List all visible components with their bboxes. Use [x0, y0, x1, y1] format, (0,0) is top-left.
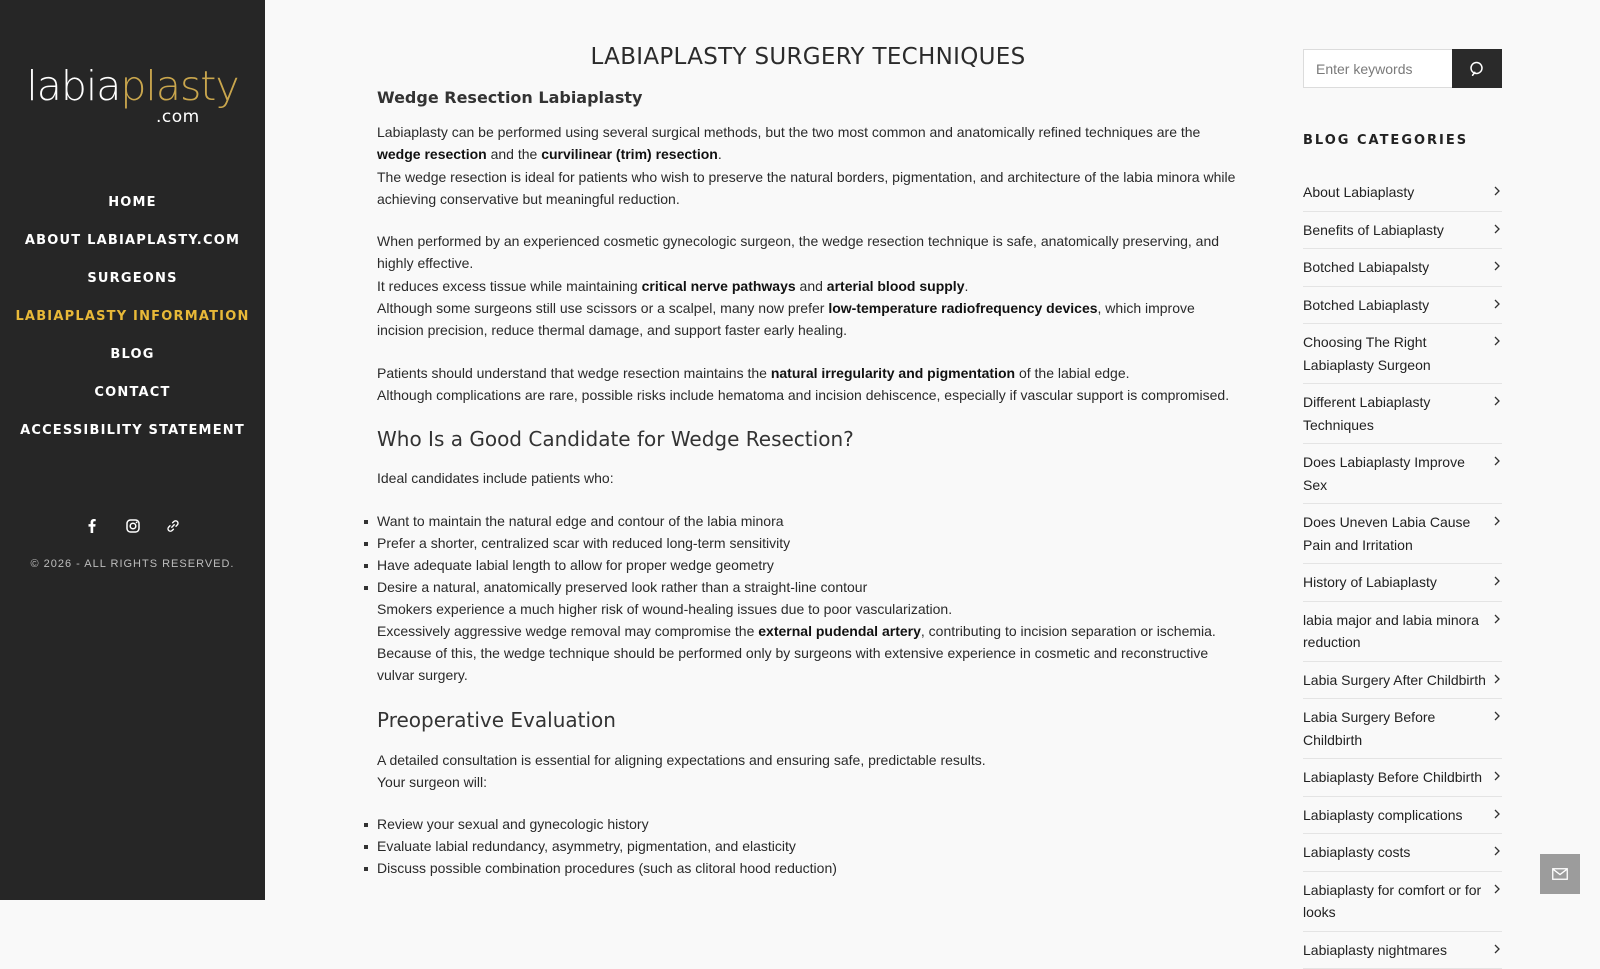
category-label: Labiaplasty complications — [1303, 807, 1463, 823]
blog-categories-list — [1303, 174, 1502, 969]
chevron-right-icon — [1494, 944, 1500, 954]
paragraph-wedge-ideal: The wedge resection is ideal for patients who wish to preserve the natural borders, pigmentation, and architecture of the labia minora while achieving conservative but meaningful reduction. — [377, 166, 1239, 211]
nav-link-contact[interactable]: CONTACT — [94, 385, 170, 401]
instagram-icon[interactable] — [115, 515, 151, 537]
paragraph-aggressive — [377, 620, 1239, 642]
category-label: Does Uneven Labia Cause Pain and Irritation — [1303, 514, 1470, 553]
paragraph-consultation: A detailed consultation is essential for aligning expectations and ensuring safe, predictable results. — [377, 749, 1239, 771]
envelope-icon — [1552, 868, 1568, 880]
chevron-right-icon — [1494, 674, 1500, 684]
chevron-right-icon — [1494, 299, 1500, 309]
text-span: Excessively aggressive wedge removal may compromise the — [377, 623, 758, 639]
text-span: and the — [487, 146, 542, 162]
bold-curvilinear-resection: curvilinear (trim) resection — [541, 146, 718, 162]
category-item[interactable] — [1303, 444, 1502, 504]
paragraph-experience: Because of this, the wedge technique should be performed only by surgeons with extensive experience in cosmetic and reconstructive vulvar surgery. — [377, 642, 1239, 687]
nav-item-blog — [0, 345, 265, 383]
category-item[interactable] — [1303, 834, 1502, 872]
category-label: Botched Labiapalsty — [1303, 259, 1429, 275]
chevron-right-icon — [1494, 516, 1500, 526]
paragraph-smokers: Smokers experience a much higher risk of wound-healing issues due to poor vascularization. — [377, 598, 1239, 620]
chevron-right-icon — [1494, 224, 1500, 234]
chevron-right-icon — [1494, 884, 1500, 894]
heading-good-candidate: Who Is a Good Candidate for Wedge Resection? — [377, 427, 1239, 451]
bold-pudendal-artery: external pudendal artery — [758, 623, 921, 639]
nav-link-blog[interactable]: BLOG — [110, 347, 154, 363]
heading-preoperative: Preoperative Evaluation — [377, 708, 1239, 732]
article-subtitle: Wedge Resection Labiaplasty — [377, 88, 1239, 107]
text-span: Labiaplasty can be performed using several surgical methods, but the two most common and anatomically refined techniques are the — [377, 124, 1200, 140]
bold-rf-devices: low-temperature radiofrequency devices — [828, 300, 1097, 316]
text-span: and — [796, 278, 827, 294]
category-item[interactable] — [1303, 287, 1502, 325]
text-span: It reduces excess tissue while maintaining — [377, 278, 642, 294]
paragraph-surgeon-will: Your surgeon will: — [377, 771, 1239, 793]
search-icon — [1469, 61, 1485, 77]
category-item[interactable] — [1303, 932, 1502, 969]
chevron-right-icon — [1494, 336, 1500, 346]
nav-item-accessibility — [0, 421, 265, 459]
chevron-right-icon — [1494, 771, 1500, 781]
text-span: of the labial edge. — [1015, 365, 1129, 381]
logo-part-1: labia — [26, 62, 120, 110]
text-span: , contributing to incision separation or ischemia. — [921, 623, 1216, 639]
text-span: , which improve incision precision, reduce thermal damage, and support faster early healing. — [377, 300, 1195, 338]
nav-link-information[interactable]: LABIAPLASTY INFORMATION — [15, 309, 249, 325]
paragraph-devices — [377, 297, 1239, 342]
category-item[interactable] — [1303, 504, 1502, 564]
list-item: Prefer a shorter, centralized scar with reduced long-term sensitivity — [377, 532, 1239, 554]
bold-nerve-pathways: critical nerve pathways — [642, 278, 796, 294]
search-input[interactable] — [1303, 49, 1452, 88]
category-item[interactable] — [1303, 759, 1502, 797]
copyright-text: © 2026 - ALL RIGHTS RESERVED. — [0, 558, 265, 570]
right-sidebar — [1303, 49, 1502, 969]
chevron-right-icon — [1494, 186, 1500, 196]
nav-item-contact — [0, 383, 265, 421]
list-item: Want to maintain the natural edge and contour of the labia minora — [377, 510, 1239, 532]
logo-suffix: .com — [156, 107, 200, 127]
category-item[interactable] — [1303, 602, 1502, 662]
category-item[interactable] — [1303, 324, 1502, 384]
text-span: Patients should understand that wedge resection maintains the — [377, 365, 771, 381]
candidate-list — [377, 510, 1239, 598]
chevron-right-icon — [1494, 614, 1500, 624]
bold-wedge-resection: wedge resection — [377, 146, 487, 162]
chevron-right-icon — [1494, 576, 1500, 586]
text-span: . — [965, 278, 969, 294]
category-label: Botched Labiaplasty — [1303, 297, 1429, 313]
evaluation-list — [377, 813, 1239, 879]
category-label: Benefits of Labiaplasty — [1303, 222, 1444, 238]
list-item: Review your sexual and gynecologic history — [377, 813, 1239, 835]
category-label: Labiaplasty costs — [1303, 844, 1410, 860]
chevron-right-icon — [1494, 809, 1500, 819]
category-label: About Labiaplasty — [1303, 184, 1414, 200]
list-item: Have adequate labial length to allow for proper wedge geometry — [377, 554, 1239, 576]
category-label: Does Labiaplasty Improve Sex — [1303, 454, 1465, 493]
nav-item-about — [0, 231, 265, 269]
category-label: Labiaplasty for comfort or for looks — [1303, 882, 1481, 921]
category-item[interactable] — [1303, 212, 1502, 250]
category-label: Labia Surgery Before Childbirth — [1303, 709, 1435, 748]
category-label: Labiaplasty nightmares — [1303, 942, 1447, 958]
contact-mail-button[interactable] — [1540, 854, 1580, 894]
category-label: Labiaplasty Before Childbirth — [1303, 769, 1482, 785]
category-item[interactable] — [1303, 564, 1502, 602]
paragraph-complications: Although complications are rare, possible risks include hematoma and incision dehiscence, especially if vascular support is compromised. — [377, 384, 1239, 406]
bold-natural-irregularity: natural irregularity and pigmentation — [771, 365, 1015, 381]
nav-link-surgeons[interactable]: SURGEONS — [87, 271, 177, 287]
main-nav — [0, 193, 265, 459]
list-item: Desire a natural, anatomically preserved look rather than a straight-line contour — [377, 576, 1239, 598]
search-button[interactable] — [1452, 49, 1502, 88]
list-item: Discuss possible combination procedures (such as clitoral hood reduction) — [377, 857, 1239, 879]
bold-arterial-supply: arterial blood supply — [827, 278, 965, 294]
text-span: Although some surgeons still use scissors or a scalpel, many now prefer — [377, 300, 828, 316]
page-title: LABIAPLASTY SURGERY TECHNIQUES — [377, 44, 1239, 70]
paragraph-safety: When performed by an experienced cosmetic gynecologic surgeon, the wedge resection technique is safe, anatomically preserving, and highly effective. — [377, 230, 1239, 275]
chevron-right-icon — [1494, 396, 1500, 406]
category-label: Labia Surgery After Childbirth — [1303, 672, 1486, 688]
site-logo[interactable] — [0, 66, 265, 107]
facebook-icon[interactable] — [74, 515, 110, 537]
category-item[interactable] — [1303, 662, 1502, 700]
left-sidebar — [0, 0, 265, 900]
category-label: labia major and labia minora reduction — [1303, 612, 1479, 651]
article — [377, 44, 1239, 879]
nav-item-home — [0, 193, 265, 231]
chevron-right-icon — [1494, 456, 1500, 466]
paragraph-ideal-candidates: Ideal candidates include patients who: — [377, 467, 1239, 489]
search-form — [1303, 49, 1502, 88]
logo-part-2: plasty — [120, 62, 238, 110]
nav-link-home[interactable]: HOME — [108, 195, 157, 211]
paragraph-intro — [377, 121, 1239, 166]
category-item[interactable] — [1303, 797, 1502, 835]
nav-item-information — [0, 307, 265, 345]
category-item[interactable] — [1303, 699, 1502, 759]
category-label: Choosing The Right Labiaplasty Surgeon — [1303, 334, 1431, 373]
social-links — [0, 515, 265, 537]
chevron-right-icon — [1494, 846, 1500, 856]
list-item: Evaluate labial redundancy, asymmetry, pigmentation, and elasticity — [377, 835, 1239, 857]
category-label: Different Labiaplasty Techniques — [1303, 394, 1430, 433]
chevron-right-icon — [1494, 711, 1500, 721]
paragraph-pigmentation — [377, 362, 1239, 384]
chevron-right-icon — [1494, 261, 1500, 271]
nav-item-surgeons — [0, 269, 265, 307]
link-icon[interactable] — [155, 515, 191, 537]
text-span: . — [718, 146, 722, 162]
category-label: History of Labiaplasty — [1303, 574, 1437, 590]
paragraph-nerve — [377, 275, 1239, 297]
category-item[interactable] — [1303, 174, 1502, 212]
blog-categories-title: BLOG CATEGORIES — [1303, 133, 1502, 148]
nav-link-about[interactable]: ABOUT LABIAPLASTY.COM — [25, 233, 240, 249]
nav-link-accessibility[interactable]: ACCESSIBILITY STATEMENT — [20, 423, 245, 439]
category-item[interactable] — [1303, 249, 1502, 287]
category-item[interactable] — [1303, 872, 1502, 932]
category-item[interactable] — [1303, 384, 1502, 444]
